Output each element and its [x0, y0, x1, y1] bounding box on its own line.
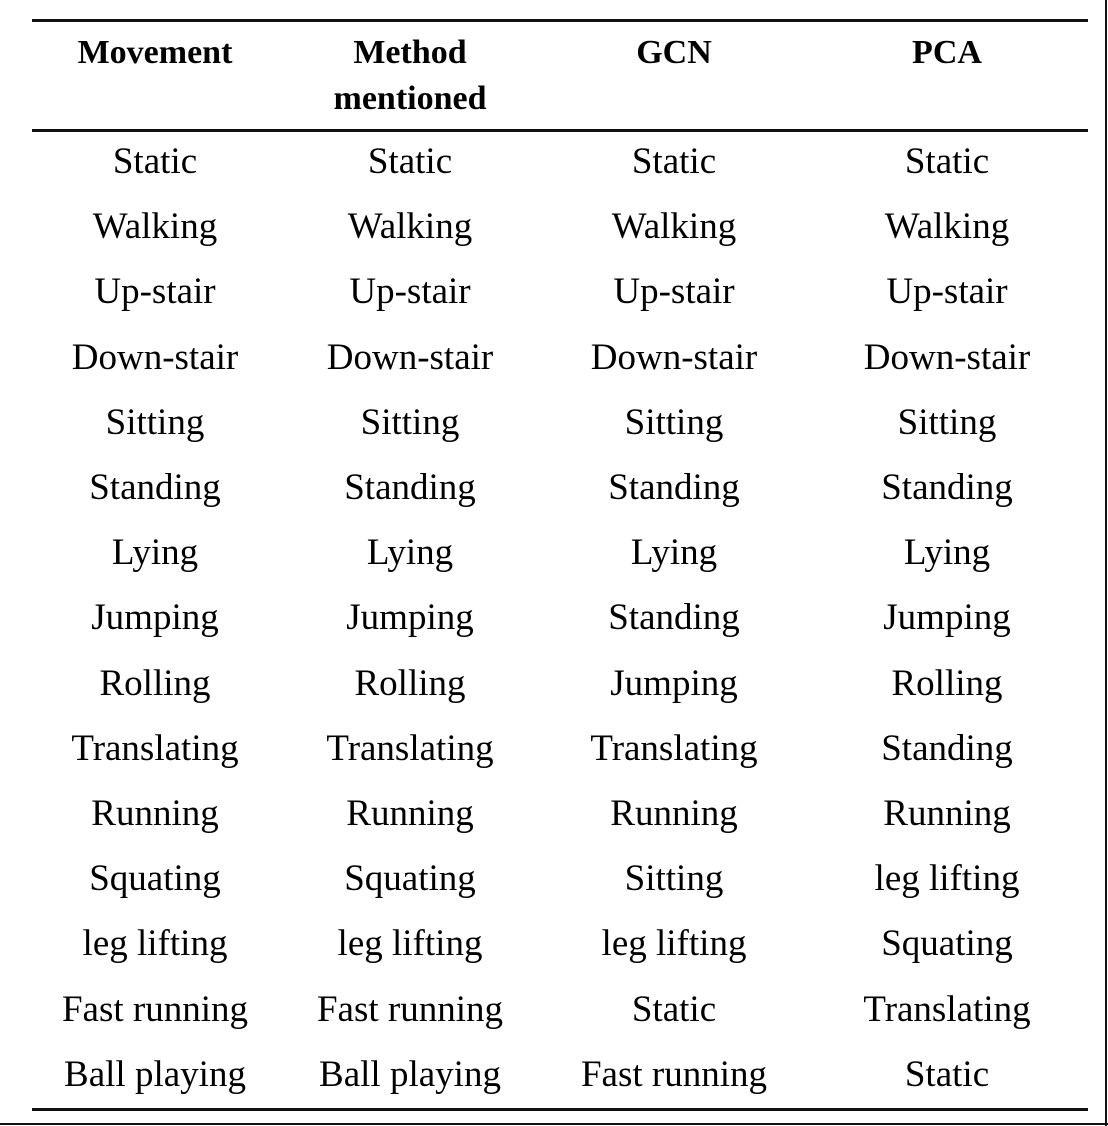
cell-gcn: Standing [608, 597, 740, 639]
table-row [32, 194, 1088, 259]
cell-movement: Squating [89, 858, 221, 900]
cell-gcn: Walking [611, 206, 737, 248]
cell-method-mentioned: Standing [344, 467, 476, 509]
cell-movement: Down-stair [71, 336, 239, 378]
cell-method-mentioned: Running [346, 792, 474, 834]
movement-classification-table [32, 22, 1088, 1107]
table-bottom-rule [32, 1108, 1088, 1111]
cell-pca: Down-stair [863, 336, 1031, 378]
cell-pca: Running [883, 792, 1011, 834]
table-row [32, 976, 1088, 1041]
cell-gcn: leg lifting [601, 923, 747, 965]
cell-movement: Walking [92, 206, 218, 248]
table-body [32, 129, 1088, 1107]
header-method-line2: mentioned [333, 80, 487, 117]
header-movement-label: Movement [77, 34, 233, 71]
header-method-line1: Method [353, 34, 467, 71]
cell-gcn: Fast running [580, 1053, 768, 1095]
cell-movement: Sitting [105, 401, 205, 443]
cell-movement: Ball playing [64, 1053, 246, 1095]
table-row [32, 651, 1088, 716]
cell-gcn: Up-stair [613, 271, 735, 313]
header-pca [806, 22, 1088, 129]
cell-method-mentioned: Walking [347, 206, 473, 248]
cell-movement: Translating [71, 727, 239, 769]
cell-gcn: Sitting [624, 401, 724, 443]
cell-method-mentioned: Jumping [346, 597, 474, 639]
table-row [32, 455, 1088, 520]
cell-method-mentioned: Up-stair [349, 271, 471, 313]
cell-pca: Lying [903, 532, 991, 574]
cell-movement: Jumping [91, 597, 219, 639]
cell-movement: Standing [89, 467, 221, 509]
table-row [32, 520, 1088, 585]
cell-gcn: Down-stair [590, 336, 758, 378]
table-row [32, 585, 1088, 650]
cell-movement: Running [91, 792, 219, 834]
cell-method-mentioned: Static [367, 141, 453, 183]
cell-movement: Lying [111, 532, 199, 574]
cell-pca: Translating [863, 988, 1031, 1030]
cell-pca: Walking [884, 206, 1010, 248]
table-row [32, 259, 1088, 324]
cell-pca: Rolling [891, 662, 1003, 704]
cell-pca: Standing [881, 467, 1013, 509]
cell-gcn: Translating [590, 727, 758, 769]
cell-gcn: Jumping [610, 662, 738, 704]
cell-movement: Fast running [61, 988, 249, 1030]
table-row [32, 781, 1088, 846]
table-row [32, 911, 1088, 976]
cell-pca: Static [904, 141, 990, 183]
cell-pca: Up-stair [886, 271, 1008, 313]
image-border-right [1105, 0, 1107, 1126]
header-method-mentioned [278, 22, 542, 129]
cell-method-mentioned: Fast running [316, 988, 504, 1030]
cell-pca: Squating [881, 923, 1013, 965]
cell-pca: Standing [881, 727, 1013, 769]
cell-method-mentioned: leg lifting [337, 923, 483, 965]
table-row [32, 129, 1088, 194]
cell-gcn: Running [610, 792, 738, 834]
table-row [32, 390, 1088, 455]
cell-movement: Up-stair [94, 271, 216, 313]
header-gcn-label: GCN [636, 34, 712, 71]
header-row [32, 22, 1088, 129]
image-border-bottom [0, 1123, 1108, 1125]
cell-pca: Static [904, 1053, 990, 1095]
cell-method-mentioned: Sitting [360, 401, 460, 443]
cell-pca: Jumping [883, 597, 1011, 639]
cell-pca: Sitting [897, 401, 997, 443]
cell-method-mentioned: Squating [344, 858, 476, 900]
cell-method-mentioned: Ball playing [319, 1053, 501, 1095]
cell-gcn: Sitting [624, 858, 724, 900]
cell-method-mentioned: Rolling [354, 662, 466, 704]
cell-method-mentioned: Translating [326, 727, 494, 769]
cell-gcn: Static [631, 141, 717, 183]
cell-method-mentioned: Lying [366, 532, 454, 574]
cell-gcn: Static [631, 988, 717, 1030]
cell-movement: leg lifting [82, 923, 228, 965]
table-row [32, 846, 1088, 911]
cell-movement: Rolling [99, 662, 211, 704]
cell-method-mentioned: Down-stair [326, 336, 494, 378]
cell-pca: leg lifting [874, 858, 1020, 900]
cell-gcn: Standing [608, 467, 740, 509]
table-row [32, 716, 1088, 781]
header-pca-label: PCA [912, 34, 982, 71]
table-row [32, 325, 1088, 390]
header-movement [32, 22, 278, 129]
cell-movement: Static [112, 141, 198, 183]
header-gcn [542, 22, 806, 129]
table-row [32, 1042, 1088, 1107]
table-header [32, 22, 1088, 129]
cell-gcn: Lying [630, 532, 718, 574]
